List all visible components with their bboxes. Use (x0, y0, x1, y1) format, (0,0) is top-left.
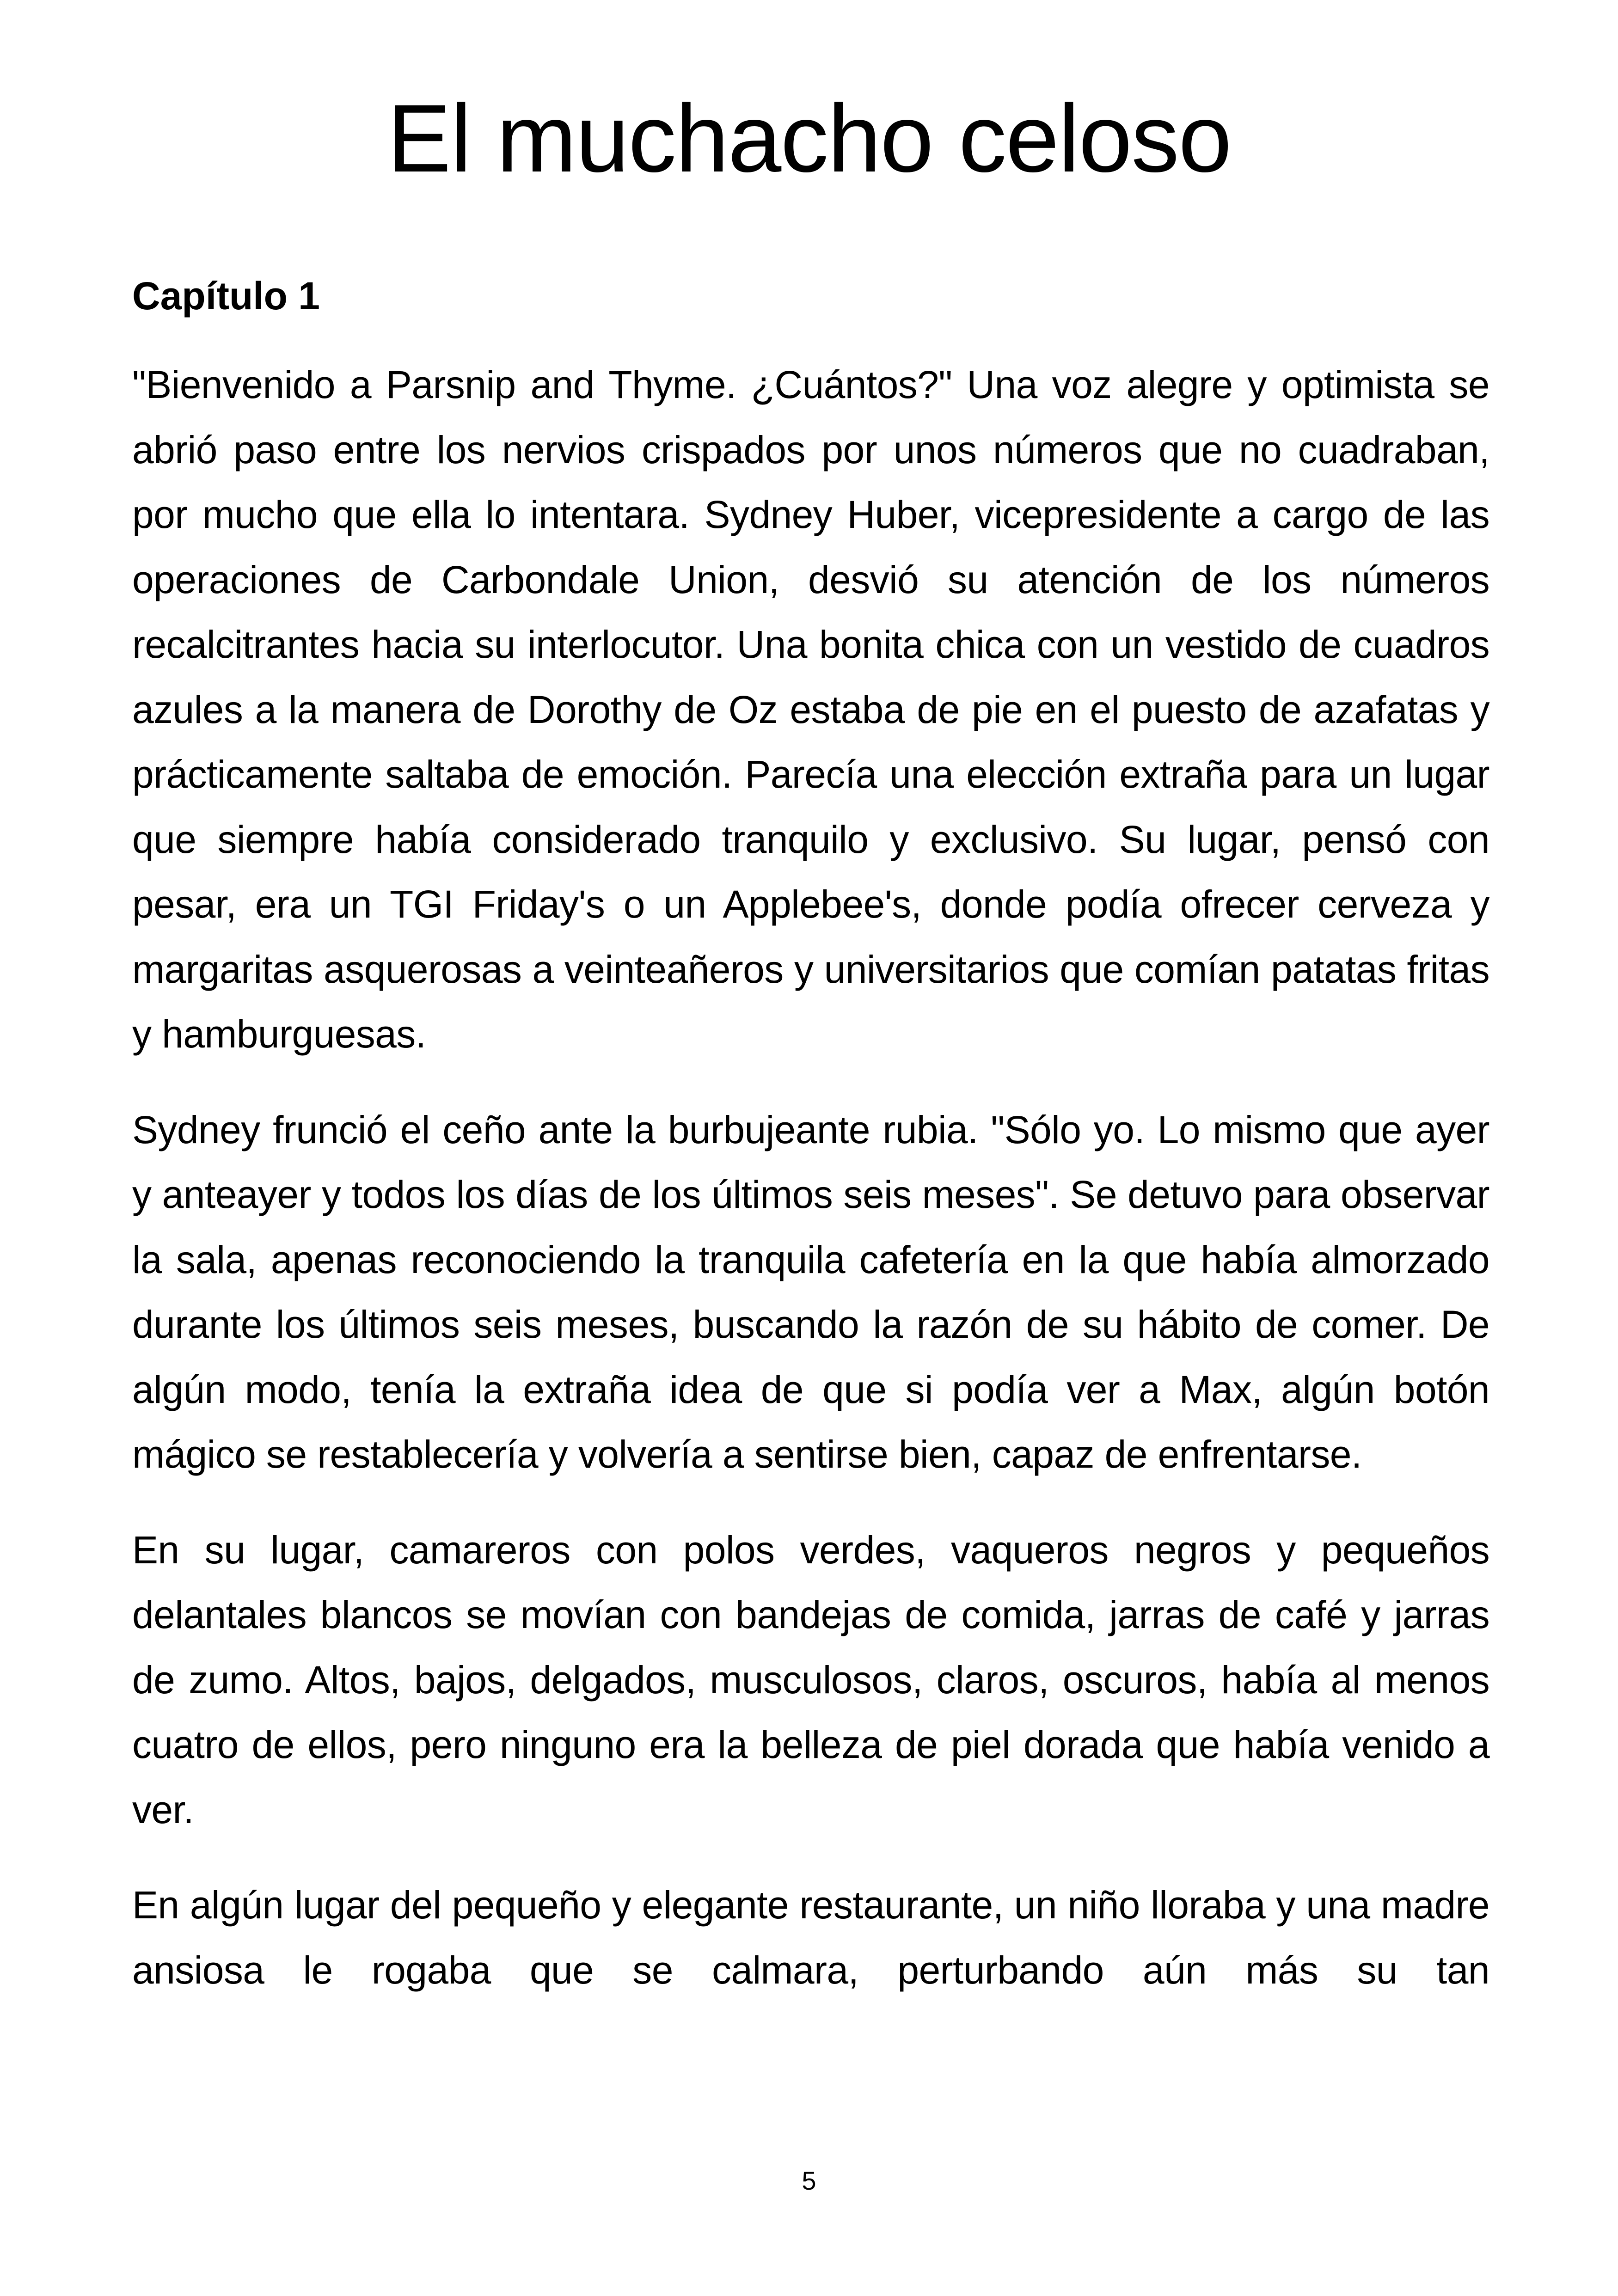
chapter-heading: Capítulo 1 (132, 274, 320, 318)
document-body (132, 268, 1489, 2002)
body-paragraph-1: "Bienvenido a Parsnip and Thyme. ¿Cuántos?" Una voz alegre y optimista se abrió paso entre los nervios crispados por unos números que no cuadraban, por mucho que ella lo intentara. Sydney Huber, vicepresidente a cargo de las operaciones de Carbondale Union, desvió su atención de los números recalcitrantes hacia su interlocutor. Una bonita chica con un vestido de cuadros azules a la manera de Dorothy de Oz estaba de pie en el puesto de azafatas y prácticamente saltaba de emoción. Parecía una elección extraña para un lugar que siempre había considerado tranquilo y exclusivo. Su lugar, pensó con pesar, era un TGI Friday's o un Applebee's, donde podía ofrecer cerveza y margaritas asquerosas a veinteañeros y universitarios que comían patatas fritas y hamburguesas. (132, 363, 1489, 1056)
page-number: 5 (802, 2166, 816, 2195)
body-paragraph-4: En algún lugar del pequeño y elegante restaurante, un niño lloraba y una madre ansiosa le rogaba que se calmara, perturbando aún más su tan (132, 1883, 1489, 1992)
document-title: El muchacho celoso (387, 85, 1231, 192)
body-paragraph-3: En su lugar, camareros con polos verdes, vaqueros negros y pequeños delantales blancos se movían con bandejas de comida, jarras de café y jarras de zumo. Altos, bajos, delgados, musculosos, claros, oscuros, había al menos cuatro de ellos, pero ninguno era la belleza de piel dorada que había venido a ver. (132, 1528, 1489, 1831)
body-paragraph-2: Sydney frunció el ceño ante la burbujeante rubia. "Sólo yo. Lo mismo que ayer y anteayer y todos los días de los últimos seis meses". Se detuvo para observar la sala, apenas reconociendo la tranquila cafetería en la que había almorzado durante los últimos seis meses, buscando la razón de su hábito de comer. De algún modo, tenía la extraña idea de que si podía ver a Max, algún botón mágico se restablecería y volvería a sentirse bien, capaz de enfrentarse. (132, 1108, 1489, 1476)
